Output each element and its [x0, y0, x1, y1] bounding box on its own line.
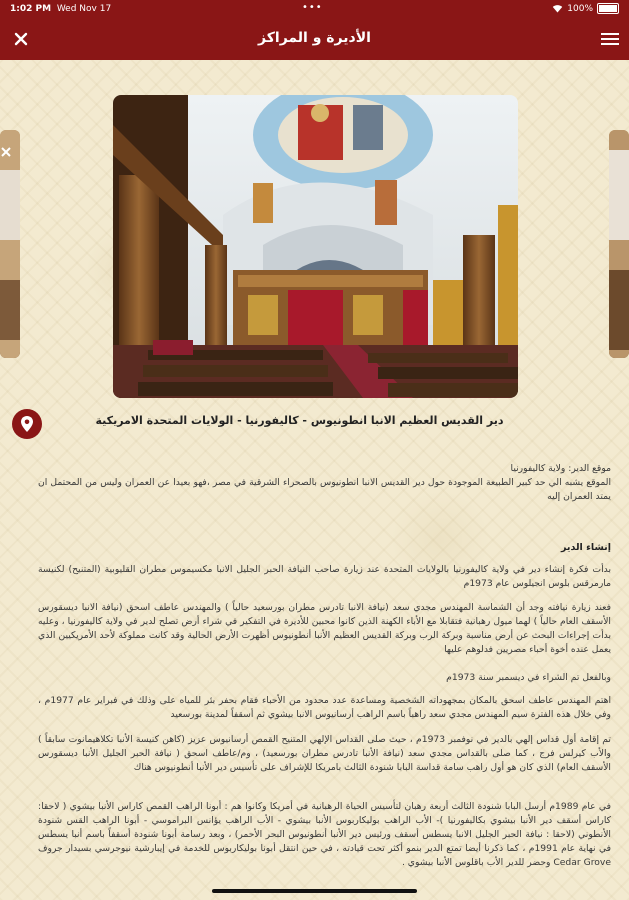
carousel-next-image[interactable] [609, 130, 629, 358]
church-interior-image[interactable] [113, 95, 518, 398]
location-button[interactable] [12, 409, 42, 439]
multitask-dots-icon[interactable]: ••• [302, 2, 323, 13]
section-heading: إنشاء الدير [560, 542, 611, 553]
paragraph-3: وبالفعل تم الشراء في ديسمبر سنة 1973م [446, 672, 611, 683]
paragraph-2: فعند زيارة نيافته وجد أن الشماسة المهندس مجدي سعد (نيافة الانبا تادرس مطران بورسعيد حالياً ) والمهندس عاطف اسحق (نيافة الانبا ديسقورس الأسقف العام حالياً ) لهما ميول رهبانية فتقابلا مع الأباء الكهنة الذين كانوا محبين للأديرة في التفكير في شراء أرض تصلح لدير في ولاية كاليفورنيا ، وعليه بدأت إجراءات البحث عن أرض مناسبة وبركة الرب وبركة القديس العظيم الأنبا أنطونيوس أظهرت الأرض الحالية وقد كانت مملوكة لأحد الأمريكيين الذي يعمل عنده أخوة أحباء مصريين فدلوهم عليها [38, 602, 611, 655]
paragraph-1: بدأت فكرة إنشاء دير في ولاية كاليفورنيا بالولايات المتحدة عند زيارة صاحب النيافة الحبر الجليل الانبا مكسيموس مطران القليوبية (المتنيح) لكنيسة مارمرقس بلوس انجيلوس عام 1973م [38, 564, 611, 589]
status-time-date [10, 4, 111, 14]
paragraph-4: اهتم المهندس عاطف اسحق بالمكان بمجهوداته الشخصية ومساعدة عدد محدود من الأحباء فقام بحفر بئر للمياه على وذلك في فبراير عام 1977م ، وفي خلال هذه الفترة سيم المهندس مجدي سعد راهباً باسم الراهب أرسانيوس الانبا بيشوي ثم أسقفاً لمدينة بورسعيد [38, 695, 611, 720]
intro-paragraph: موقع الدير: ولاية كاليفورنيا الموقع يشبه الي حد كبير الطبيعة الموجودة حول دير القديس الانبا انطونيوس بالصحراء الشرقية في مصر ،فهو بعيدا عن العمران وليس من المحتمل ان يمتد العمران إليه [38, 463, 611, 502]
status-time: 1:02 PM [10, 4, 52, 14]
paragraph-5: تم إقامة أول قداس إلهي بالدير في نوفمبر 1973م ، حيث صلى القداس الإلهي المتنيح القمص أرسانيوس عزيز (كاهن كنيسة الأنبا تكلاهيمانوت سابقاً ) والأب كيرلس فرج ، كما صلى بالقداس مجدي سعد (نيافة الأنبا تادرس مطران بورسعيد) ، وم/عاطف اسحق ( نيافة الحبر الجليل الأنبا ديسقورس الأسقف العام) الذي كان هو أول راهب سامة قداسة البابا شنودة الثالث بامريكا للإشراف على تأسيس دير الأنبا أنطونيوس هناك [38, 734, 611, 773]
paragraph-6: في عام 1989م أرسل البابا شنودة الثالث أربعة رهبان لتأسيس الحياة الرهبانية في أمريكا وكانوا هم : أبونا الراهب القمص كاراس الأنبا بيشوي ( لاحقا: كاراس أسقف دير الأنبا بيشوي بكاليفورنيا )- الأب الراهب بوليكاربوس الأنبا بيشوي - الأب الراهب يؤانس البراموسي - أبونا الراهب القس شنودة الأنطوني (لاحقا : نيافة الحبر الجليل الانبا يسطس أسقف ورئيس دير الأنبا أنطونيوس البحر الأحمر) ، وبعد رسامة أبونا شنودة أسقفاً باسم أنبا يسطس في نهاية عام 1991م ، كما ذكرنا أيضا تمتع الدير بنمو أكثر تحت قيادته ، في حين انتقل أبونا بوليكاربوس للخدمة في إيبارشية نيوجرسي بسيدار جروف Cedar Grove وحضر للدير الأب باقلوس الأنبا بيشوي . [38, 801, 611, 868]
monastery-title: دير القديس العظيم الانبا انطونيوس - كاليفورنيا - الولايات المتحدة الامريكية [95, 414, 504, 427]
status-bar [0, 0, 629, 18]
menu-icon[interactable] [601, 30, 619, 46]
wifi-icon [552, 4, 563, 13]
map-pin-icon [12, 409, 42, 439]
status-date: Wed Nov 17 [56, 4, 112, 14]
nav-bar [0, 18, 629, 60]
page-title: الأديرة و المراكز [258, 30, 371, 46]
battery-percent: 100% [567, 3, 593, 14]
battery-icon [597, 3, 619, 14]
home-indicator[interactable] [212, 889, 417, 893]
status-right [552, 3, 619, 14]
carousel-prev-image[interactable] [0, 130, 20, 358]
